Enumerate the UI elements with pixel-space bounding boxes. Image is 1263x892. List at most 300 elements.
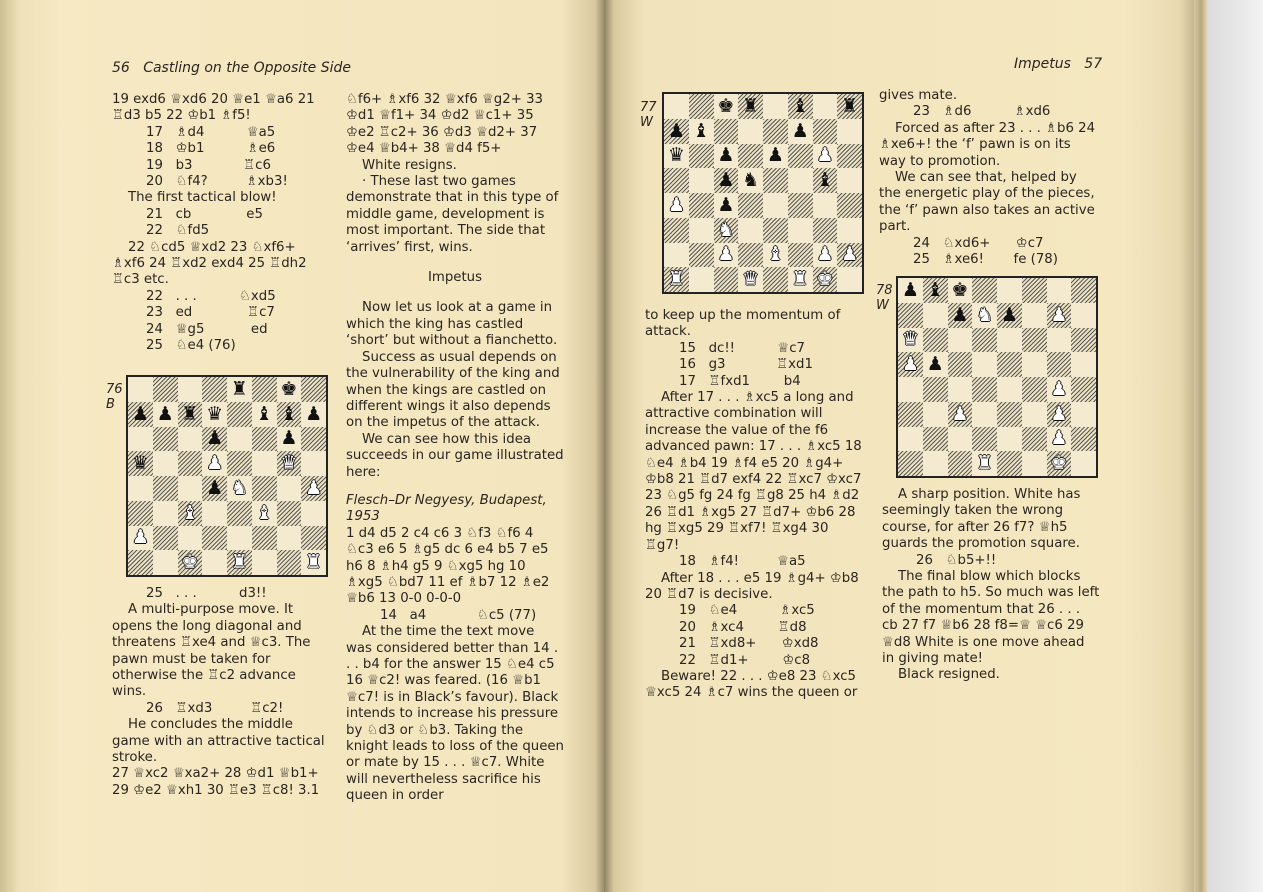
board-square <box>837 119 862 144</box>
board-square <box>714 267 739 292</box>
move-line: 18 ♔b1 ♗e6 <box>146 141 276 157</box>
board-square <box>689 144 714 169</box>
text-para: 19 exd6 ♕xd6 20 ♕e1 ♕a6 21 ♖d3 b5 22 ♔b1 ♗f5! <box>112 92 315 124</box>
board-square <box>738 218 763 243</box>
diagram-78-label <box>876 283 893 313</box>
diagram-number: 78 <box>876 283 893 298</box>
text-para: He concludes the middle game with an attractive tactical stroke. <box>112 717 325 766</box>
board-square <box>227 476 252 501</box>
board-square <box>972 402 997 427</box>
board-square <box>997 451 1022 476</box>
board-square <box>923 427 948 452</box>
white-knight-icon: ♞ <box>230 476 248 499</box>
board-square <box>898 402 923 427</box>
board-square <box>664 218 689 243</box>
text-para: After 18 . . . e5 19 ♗g4+ ♔b8 20 ♖d7 is decisive. <box>645 570 859 602</box>
white-rook-icon: ♜ <box>791 268 809 291</box>
white-queen-icon: ♛ <box>901 328 919 351</box>
board-square <box>178 501 203 526</box>
black-knight-icon: ♞ <box>742 169 760 192</box>
text-para: 1 d4 d5 2 c4 c6 3 ♘f3 ♘f6 4 ♘c3 e6 5 ♗g5 dc 6 e4 b5 7 e5 h6 8 ♗h4 g5 9 ♘xg5 hg 10 ♗xg5 ♘bd7 11 ef ♗b7 12 ♗e2 ♕b6 13 0-0 0-0-0 <box>346 525 550 607</box>
move-line: 17 ♗d4 ♕a5 <box>146 124 276 140</box>
board-square <box>948 402 973 427</box>
board-square <box>153 526 178 551</box>
black-king-icon: ♚ <box>280 377 298 400</box>
black-king-icon: ♚ <box>717 94 735 117</box>
chess-diagram-77 <box>662 92 864 294</box>
white-rook-icon: ♜ <box>667 268 685 291</box>
diagram-side-to-move: B <box>106 397 115 412</box>
board-square <box>788 193 813 218</box>
board-square <box>178 402 203 427</box>
white-pawn-icon: ♟ <box>717 243 735 266</box>
white-pawn-icon: ♟ <box>131 526 149 549</box>
background-surface <box>1208 0 1263 892</box>
board-square <box>252 526 277 551</box>
white-pawn-icon: ♟ <box>667 193 685 216</box>
board-square <box>763 119 788 144</box>
right-column-1 <box>645 308 863 702</box>
board-square <box>689 193 714 218</box>
text-para: Beware! 22 . . . ♔e8 23 ♘xc5 ♕xc5 24 ♗c7 wins the queen or <box>645 668 858 701</box>
white-bishop-icon: ♝ <box>766 243 784 266</box>
board-square <box>301 451 326 476</box>
board-square <box>1047 328 1072 353</box>
black-pawn-icon: ♟ <box>1000 303 1018 326</box>
board-square <box>153 427 178 452</box>
board-square <box>763 168 788 193</box>
board-square <box>813 94 838 119</box>
diagram-76-label <box>106 382 123 412</box>
board-square <box>1071 451 1096 476</box>
board-square <box>664 267 689 292</box>
board-square <box>202 402 227 427</box>
board-square <box>763 193 788 218</box>
board-square <box>1047 303 1072 328</box>
white-pawn-icon: ♟ <box>1050 402 1068 425</box>
board-square <box>972 451 997 476</box>
white-king-icon: ♚ <box>816 268 834 291</box>
move-line: 22 . . . ♘xd5 <box>146 288 276 304</box>
board-square <box>689 267 714 292</box>
black-pawn-icon: ♟ <box>717 144 735 167</box>
board-square <box>837 218 862 243</box>
move-line: 26 ♖xd3 ♖c2! <box>146 700 284 716</box>
text-para: Forced as after 23 . . . ♗b6 24 ♗xe6+! the ‘f’ pawn is on its way to promotion. <box>879 120 1096 169</box>
white-knight-icon: ♞ <box>976 303 994 326</box>
board-square <box>1022 278 1047 303</box>
move-line: 23 ♗d6 ♗xd6 <box>913 104 1051 120</box>
board-square <box>689 119 714 144</box>
board-square <box>178 550 203 575</box>
board-square <box>714 193 739 218</box>
board-square <box>997 352 1022 377</box>
board-square <box>813 168 838 193</box>
board-square <box>923 303 948 328</box>
white-king-icon: ♚ <box>181 551 199 574</box>
board-square <box>128 526 153 551</box>
board-square <box>227 550 252 575</box>
board-square <box>1071 303 1096 328</box>
black-rook-icon: ♜ <box>841 94 859 117</box>
board-square <box>948 328 973 353</box>
page-edge-stack <box>1194 0 1208 892</box>
board-square <box>1071 328 1096 353</box>
white-pawn-icon: ♟ <box>1050 303 1068 326</box>
board-square <box>738 119 763 144</box>
left-column-1 <box>112 92 330 355</box>
black-queen-icon: ♛ <box>206 402 224 425</box>
board-square <box>277 501 302 526</box>
board-square <box>997 377 1022 402</box>
board-square <box>788 94 813 119</box>
move-line: 20 ♗xc4 ♖d8 <box>679 619 807 635</box>
text-para: gives mate. <box>879 88 958 103</box>
text-para: Success as usual depends on the vulnerability of the king and when the kings are castled on different wings it also depends on the impetus of the attack. <box>346 349 560 431</box>
board-square <box>738 144 763 169</box>
board-square <box>301 427 326 452</box>
board-square <box>202 377 227 402</box>
text-para: A sharp position. White has seemingly taken the wrong course, for after 26 f7? ♕h5 guards the promotion square. <box>882 487 1081 552</box>
board-square <box>301 550 326 575</box>
left-column-2 <box>346 92 564 805</box>
black-rook-icon: ♜ <box>181 402 199 425</box>
board-square <box>923 352 948 377</box>
board-square <box>128 377 153 402</box>
board-square <box>301 377 326 402</box>
board-square <box>763 243 788 268</box>
black-bishop-icon: ♝ <box>255 402 273 425</box>
board-square <box>898 352 923 377</box>
board-square <box>277 550 302 575</box>
white-pawn-icon: ♟ <box>816 243 834 266</box>
board-square <box>923 278 948 303</box>
move-line: 22 ♘fd5 <box>146 223 210 239</box>
move-line: 24 ♕g5 ed <box>146 321 268 337</box>
board-square <box>689 243 714 268</box>
text-para: The final blow which blocks the path to h5. So much was left of the momentum that 26 . . . cb 27 f7 ♕b6 28 f8=♕ ♕c6 29 ♕d8 White is one move ahead in giving mate! <box>882 569 1100 667</box>
move-line: 18 ♗f4! ♕a5 <box>679 554 806 570</box>
black-rook-icon: ♜ <box>742 94 760 117</box>
white-rook-icon: ♜ <box>230 551 248 574</box>
board-square <box>301 402 326 427</box>
diagram-77-label <box>640 100 657 130</box>
board-square <box>252 476 277 501</box>
white-queen-icon: ♛ <box>280 452 298 475</box>
board-square <box>1022 451 1047 476</box>
board-square <box>689 168 714 193</box>
text-para: A multi-purpose move. It opens the long diagonal and threatens ♖xe4 and ♕c3. The pawn must be taken for otherwise the ♖c2 advance wins. <box>112 602 311 700</box>
black-pawn-icon: ♟ <box>766 144 784 167</box>
board-square <box>664 119 689 144</box>
white-pawn-icon: ♟ <box>305 476 323 499</box>
chess-diagram-76 <box>126 375 328 577</box>
text-para: The first tactical blow! <box>128 190 277 206</box>
board-square <box>1022 427 1047 452</box>
board-square <box>813 267 838 292</box>
black-bishop-icon: ♝ <box>816 169 834 192</box>
board-square <box>972 328 997 353</box>
text-para: ♘f6+ ♗xf6 32 ♕xf6 ♕g2+ 33 ♔d1 ♕f1+ 34 ♔d2 ♕c1+ 35 ♔e2 ♖c2+ 36 ♔d3 ♕d2+ 37 ♔e4 ♕b4+ 38 ♕d4 f5+ <box>346 92 543 157</box>
move-line: 25 ♘e4 (76) <box>146 338 236 354</box>
board-square <box>252 377 277 402</box>
black-pawn-icon: ♟ <box>305 402 323 425</box>
game-title: Flesch–Dr Negyesy, Budapest, 1953 <box>346 492 547 525</box>
board-square <box>948 377 973 402</box>
board-square <box>972 427 997 452</box>
black-pawn-icon: ♟ <box>667 119 685 142</box>
page-number-right: 57 <box>1084 56 1103 72</box>
board-square <box>252 550 277 575</box>
board-square <box>972 377 997 402</box>
board-square <box>153 501 178 526</box>
text-para: · These last two games demonstrate that in this type of middle game, development is most important. The side that ‘arrives’ first, wins. <box>346 174 559 255</box>
running-head-left: Castling on the Opposite Side <box>143 60 351 76</box>
board-square <box>277 526 302 551</box>
board-square <box>178 476 203 501</box>
board-square <box>923 328 948 353</box>
board-square <box>763 218 788 243</box>
board-square <box>763 144 788 169</box>
text-para: We can see how this idea succeeds in our game illustrated here: <box>346 431 564 480</box>
board-square <box>923 402 948 427</box>
black-king-icon: ♚ <box>951 278 969 301</box>
text-para: We can see that, helped by the energetic play of the pieces, the ‘f’ pawn also takes an active part. <box>879 170 1095 235</box>
board-square <box>948 352 973 377</box>
board-square <box>898 278 923 303</box>
board-square <box>1047 278 1072 303</box>
board-square <box>227 377 252 402</box>
board-square <box>128 501 153 526</box>
board-square <box>1022 377 1047 402</box>
text-para: After 17 . . . ♗xc5 a long and attractive combination will increase the value of the f6 advanced pawn: 17 . . . ♗xc5 18 ♘e4 ♗b4 19 ♗f4 e5 20 ♗g4+ ♔b8 21 ♖d7 exf4 22 ♖xc7 ♔xc7 23 ♘g5 fg 24 fg ♖g8 25 h4 ♗d2 26 ♖d1 ♗xg5 27 ♖d7+ ♔b6 28 hg ♖xg5 29 ♖xf7! ♖xg4 30 ♖g7! <box>645 390 862 553</box>
left-column-1-lower <box>112 586 330 799</box>
board-square <box>813 243 838 268</box>
board-square <box>738 243 763 268</box>
left-page <box>0 0 604 892</box>
move-line: 19 b3 ♖c6 <box>146 157 271 173</box>
text-para: White resigns. <box>362 157 457 173</box>
board-square <box>1022 303 1047 328</box>
board-square <box>1022 352 1047 377</box>
board-square <box>178 427 203 452</box>
black-pawn-icon: ♟ <box>280 427 298 450</box>
white-pawn-icon: ♟ <box>206 452 224 475</box>
white-bishop-icon: ♝ <box>181 501 199 524</box>
board-square <box>128 550 153 575</box>
board-square <box>301 476 326 501</box>
move-line: 14 a4 ♘c5 (77) <box>380 607 537 623</box>
board-square <box>277 451 302 476</box>
diagram-number: 76 <box>106 382 123 397</box>
board-square <box>813 119 838 144</box>
board-square <box>898 328 923 353</box>
board-square <box>1071 427 1096 452</box>
board-square <box>948 451 973 476</box>
black-pawn-icon: ♟ <box>791 119 809 142</box>
board-square <box>948 278 973 303</box>
black-pawn-icon: ♟ <box>901 278 919 301</box>
black-pawn-icon: ♟ <box>206 427 224 450</box>
black-queen-icon: ♛ <box>667 144 685 167</box>
white-pawn-icon: ♟ <box>816 144 834 167</box>
board-square <box>227 451 252 476</box>
board-square <box>997 402 1022 427</box>
page-number-left: 56 <box>112 60 130 76</box>
board-square <box>202 550 227 575</box>
board-square <box>948 427 973 452</box>
left-running-head <box>112 60 351 76</box>
board-square <box>788 119 813 144</box>
board-square <box>837 193 862 218</box>
board-square <box>1022 328 1047 353</box>
section-title: Impetus <box>427 270 483 286</box>
board-square <box>153 550 178 575</box>
board-square <box>153 476 178 501</box>
board-square <box>1047 352 1072 377</box>
board-square <box>997 328 1022 353</box>
board-square <box>837 144 862 169</box>
white-pawn-icon: ♟ <box>841 243 859 266</box>
board-square <box>227 501 252 526</box>
board-square <box>178 526 203 551</box>
board-square <box>1047 451 1072 476</box>
text-para: Black resigned. <box>898 667 1000 683</box>
board-square <box>714 243 739 268</box>
board-square <box>227 402 252 427</box>
black-bishop-icon: ♝ <box>692 119 710 142</box>
board-square <box>997 278 1022 303</box>
black-bishop-icon: ♝ <box>791 94 809 117</box>
white-rook-icon: ♜ <box>976 452 994 475</box>
board-square <box>1047 402 1072 427</box>
board-square <box>1071 377 1096 402</box>
board-square <box>301 501 326 526</box>
text-para: 27 ♕xc2 ♕xa2+ 28 ♔d1 ♕b1+ 29 ♔e2 ♕xh1 30 ♖e3 ♖c8! 3.1 <box>112 766 320 798</box>
white-pawn-icon: ♟ <box>951 402 969 425</box>
board-square <box>813 218 838 243</box>
move-line: 15 dc!! ♕c7 <box>679 340 805 356</box>
move-line: 20 ♘f4? ♗xb3! <box>146 174 288 190</box>
board-square <box>664 243 689 268</box>
chess-diagram-78 <box>896 276 1098 478</box>
board-square <box>997 303 1022 328</box>
board-square <box>898 451 923 476</box>
board-square <box>788 267 813 292</box>
board-square <box>128 427 153 452</box>
board-square <box>738 168 763 193</box>
board-square <box>898 303 923 328</box>
white-pawn-icon: ♟ <box>901 353 919 376</box>
board-square <box>689 218 714 243</box>
right-page <box>604 0 1194 892</box>
board-square <box>202 526 227 551</box>
black-pawn-icon: ♟ <box>131 402 149 425</box>
board-square <box>227 427 252 452</box>
board-square <box>128 451 153 476</box>
text-para: to keep up the momentum of attack. <box>645 308 841 340</box>
board-square <box>202 451 227 476</box>
board-square <box>277 476 302 501</box>
white-rook-icon: ♜ <box>305 551 323 574</box>
board-square <box>972 303 997 328</box>
board-square <box>738 94 763 119</box>
board-square <box>972 352 997 377</box>
board-square <box>301 526 326 551</box>
board-square <box>972 278 997 303</box>
board-square <box>714 218 739 243</box>
board-square <box>923 451 948 476</box>
board-square <box>763 94 788 119</box>
board-square <box>1071 402 1096 427</box>
board-square <box>714 144 739 169</box>
white-pawn-icon: ♟ <box>1050 427 1068 450</box>
board-square <box>1071 352 1096 377</box>
board-square <box>252 427 277 452</box>
board-square <box>664 193 689 218</box>
board-square <box>664 94 689 119</box>
black-bishop-icon: ♝ <box>926 278 944 301</box>
board-square <box>202 476 227 501</box>
board-square <box>178 451 203 476</box>
board-square <box>923 377 948 402</box>
board-square <box>153 451 178 476</box>
diagram-side-to-move: W <box>640 115 653 130</box>
white-pawn-icon: ♟ <box>1050 377 1068 400</box>
right-column-2-upper <box>879 88 1097 268</box>
board-square <box>788 218 813 243</box>
board-square <box>153 377 178 402</box>
board-square <box>1022 402 1047 427</box>
black-bishop-icon: ♝ <box>280 402 298 425</box>
board-square <box>1047 427 1072 452</box>
board-square <box>277 427 302 452</box>
board-square <box>277 377 302 402</box>
move-line: 17 ♖fxd1 b4 <box>679 373 801 389</box>
board-square <box>714 168 739 193</box>
move-line: 22 ♖d1+ ♔c8 <box>679 652 811 668</box>
board-square <box>252 451 277 476</box>
white-king-icon: ♚ <box>1050 452 1068 475</box>
text-para: Now let us look at a game in which the king has castled ‘short’ but without a fianchetto. <box>346 300 558 349</box>
board-square <box>837 243 862 268</box>
black-pawn-icon: ♟ <box>951 303 969 326</box>
board-square <box>738 193 763 218</box>
text-para: At the time the text move was considered better than 14 . . . b4 for the answer 15 ♘e4 c5 16 ♕c2! was feared. (16 ♕b1 ♕c7! is in Black’s favour). Black intends to increase his pressure by ♘d3 or ♘b3. Taking the knight leads to loss of the queen or mate by 15 . . . ♕c7. White will nevertheless sacrifice his queen in order <box>346 624 564 804</box>
board-square <box>813 144 838 169</box>
right-running-head <box>1014 56 1102 72</box>
board-square <box>763 267 788 292</box>
board-square <box>738 267 763 292</box>
board-square <box>837 94 862 119</box>
board-square <box>202 427 227 452</box>
white-queen-icon: ♛ <box>742 268 760 291</box>
right-column-2-lower <box>882 487 1100 684</box>
white-knight-icon: ♞ <box>717 218 735 241</box>
board-square <box>227 526 252 551</box>
board-square <box>714 94 739 119</box>
running-head-right: Impetus <box>1014 56 1071 72</box>
board-square <box>813 193 838 218</box>
board-square <box>898 377 923 402</box>
board-square <box>252 501 277 526</box>
move-line: 24 ♘xd6+ ♔c7 <box>913 235 1044 251</box>
move-line: 25 . . . d3!! <box>146 586 267 601</box>
board-square <box>714 119 739 144</box>
board-square <box>837 168 862 193</box>
board-square <box>788 144 813 169</box>
black-pawn-icon: ♟ <box>206 476 224 499</box>
